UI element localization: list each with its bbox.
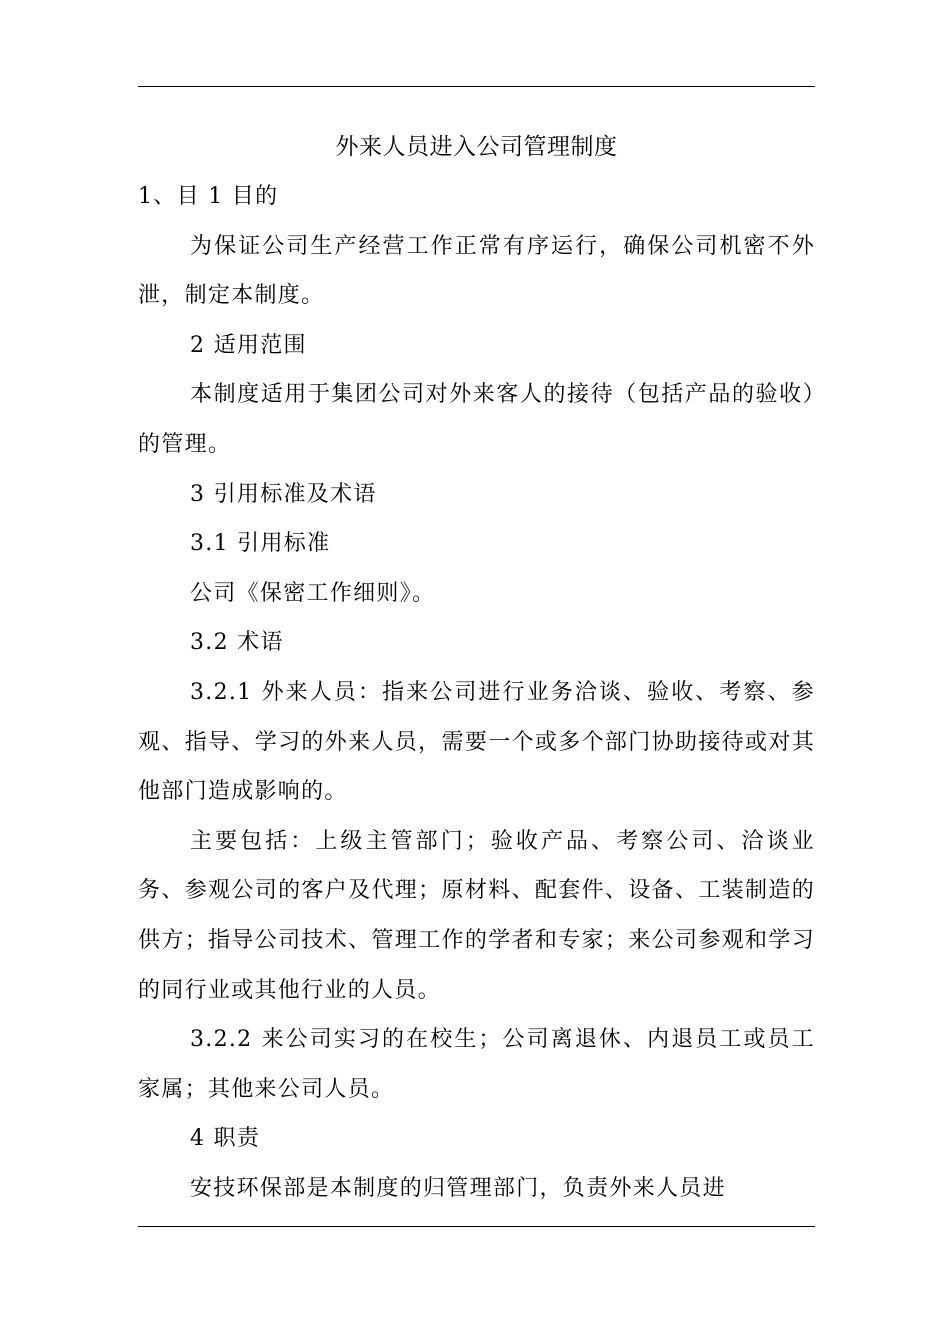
paragraph-6: 3.1 引用标准: [190, 531, 331, 557]
paragraph-8: 3.2 术语: [190, 630, 284, 656]
paragraph-2: 为保证公司生产经营工作正常有序运行，确保公司机密不外泄，制定本制度。: [138, 233, 815, 309]
paragraph-10: 主要包括：上级主管部门；验收产品、考察公司、洽谈业务、参观公司的客户及代理；原材料、配套件、设备、工装制造的供方；指导公司技术、管理工作的学者和专家；来公司参观和学习的同行业或其他行业的人员。: [138, 828, 815, 1003]
paragraph-5: 3 引用标准及术语: [190, 481, 377, 507]
paragraph-7: 公司《保密工作细则》。: [190, 580, 436, 606]
paragraph-12: 4 职责: [190, 1126, 261, 1152]
document-title: 外来人员进入公司管理制度: [335, 134, 618, 160]
footer-rule: [138, 1226, 815, 1227]
header-rule: [138, 86, 815, 87]
document-page: [138, 122, 815, 1213]
paragraph-4: 本制度适用于集团公司对外来客人的接待（包括产品的验收）的管理。: [138, 382, 815, 457]
paragraph-3: 2 适用范围: [190, 332, 307, 358]
paragraph-9: 3.2.1 外来人员：指来公司进行业务洽谈、验收、考察、参观、指导、学习的外来人员，需要一个或多个部门协助接待或对其他部门造成影响的。: [138, 679, 815, 805]
paragraph-13: 安技环保部是本制度的归管理部门，负责外来人员进: [190, 1175, 726, 1201]
paragraph-11: 3.2.2 来公司实习的在校生；公司离退休、内退员工或员工家属；其他来公司人员。: [138, 1027, 815, 1102]
paragraph-1: 1、目 1 目的: [138, 184, 279, 209]
